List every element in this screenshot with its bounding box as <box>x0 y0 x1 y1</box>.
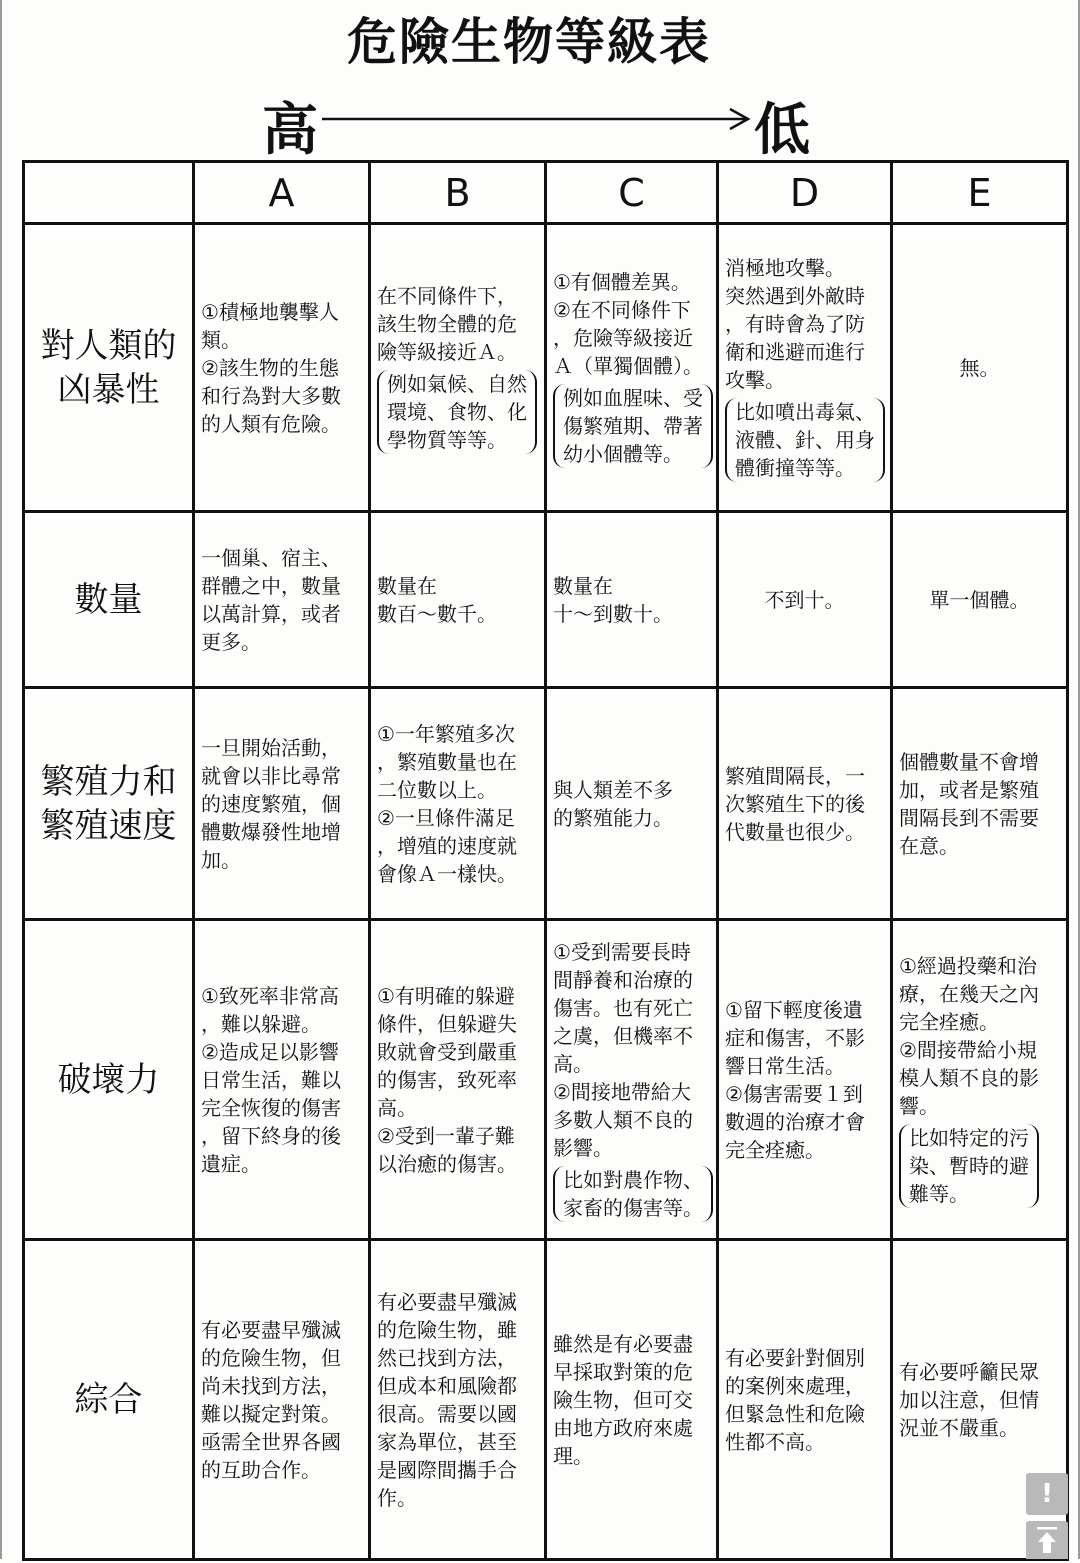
row-header-line: 破壞力 <box>57 1059 160 1100</box>
cell-ferocity-b <box>370 224 546 512</box>
note-text-line: 染、暫時的避 <box>909 1153 1029 1178</box>
row-header-line: 繁殖速度 <box>40 805 177 846</box>
cell-text-line: 敗就會受到嚴重 <box>377 1039 517 1064</box>
cell-text-line: 的案例來處理， <box>725 1373 865 1398</box>
scale-high-label: 高 <box>262 98 318 163</box>
cell-text-line: 理。 <box>553 1443 593 1468</box>
table-row-ferocity <box>24 224 1068 512</box>
cell-text-line: 一個巢、宿主、 <box>201 545 341 570</box>
column-header-a: A <box>194 162 370 224</box>
scroll-top-button[interactable] <box>1026 1521 1068 1559</box>
cell-text-line: 響。 <box>899 1093 939 1118</box>
cell-text-line: 然已找到方法， <box>377 1345 517 1370</box>
cell-ferocity-c <box>546 224 718 512</box>
cell-text-line: 險生物，但可交 <box>553 1387 693 1412</box>
danger-level-table <box>22 160 1069 1561</box>
cell-text-line: 完全痊癒。 <box>725 1137 825 1162</box>
table-row-quantity <box>24 512 1068 688</box>
cell-text-line: 突然遇到外敵時 <box>725 283 865 308</box>
cell-text-line: 況並不嚴重。 <box>899 1415 1019 1440</box>
cell-text-line: ①經過投藥和治 <box>899 953 1037 978</box>
note-text-line: 比如噴出毒氣、 <box>735 399 875 424</box>
scale-low-label: 低 <box>754 98 810 163</box>
cell-text-line: 個體數量不會增 <box>899 749 1039 774</box>
row-header-ferocity <box>24 224 194 512</box>
cell-text-line: 作。 <box>377 1485 417 1510</box>
table-row-overall <box>24 1240 1068 1560</box>
page-title: 危險生物等級表 <box>347 13 711 71</box>
cell-text-line: ②受到一輩子難 <box>377 1123 515 1148</box>
cell-destructiveness-d <box>718 920 892 1240</box>
row-header-overall <box>24 1240 194 1560</box>
cell-text-line: 在意。 <box>899 833 959 858</box>
cell-text-line: 由地方政府來處 <box>553 1415 693 1440</box>
cell-text-line: 傷害。也有死亡 <box>553 995 693 1020</box>
cell-text-line: 療，在幾天之內 <box>899 981 1039 1006</box>
cell-text-line: 的人類有危險。 <box>201 411 341 436</box>
cell-text-line: ，有時會為了防 <box>725 311 865 336</box>
note-text-line: 傷繁殖期、帶著 <box>563 413 703 438</box>
cell-reproduction-a <box>194 688 370 920</box>
cell-text-line: 類。 <box>201 327 241 352</box>
cell-text-line: 有必要呼籲民眾 <box>899 1359 1039 1384</box>
cell-text-line: 有必要盡早殲滅 <box>377 1289 517 1314</box>
cell-text-line: 數百～數千。 <box>377 601 497 626</box>
exclamation-icon: ! <box>1041 1479 1053 1509</box>
cell-text-line: ②造成足以影響 <box>201 1039 339 1064</box>
cell-quantity-d <box>718 512 892 688</box>
cell-text-line: 的危險生物，雖 <box>377 1317 517 1342</box>
row-header-line: 繁殖力和 <box>40 761 177 802</box>
cell-text-line: Ａ（單獨個體）。 <box>553 353 703 378</box>
cell-text-line: 但成本和風險都 <box>377 1373 517 1398</box>
cell-text-line: 會像Ａ一樣快。 <box>377 861 517 886</box>
cell-text-line: 以萬計算，或者 <box>201 601 341 626</box>
cell-text-line: 高。 <box>553 1051 593 1076</box>
cell-text-line: 有必要盡早殲滅 <box>201 1317 341 1342</box>
cell-text-line: 數週的治療才會 <box>725 1109 865 1134</box>
cell-text-line: 雖然是有必要盡 <box>553 1331 693 1356</box>
cell-text-line: ②在不同條件下 <box>553 297 691 322</box>
arrow-up-icon <box>1026 1521 1068 1559</box>
cell-text-line: ，留下終身的後 <box>201 1123 341 1148</box>
cell-text-line: 症和傷害，不影 <box>725 1025 865 1050</box>
row-header-line: 綜合 <box>74 1379 143 1420</box>
cell-text-line: 響日常生活。 <box>725 1053 845 1078</box>
cell-text-line: 亟需全世界各國 <box>201 1429 341 1454</box>
cell-text-line: 很高。需要以國 <box>377 1401 517 1426</box>
cell-text-line: 在不同條件下， <box>377 283 517 308</box>
parenthetical-note <box>553 384 713 468</box>
row-header-quantity <box>24 512 194 688</box>
cell-text-line: 代數量也很少。 <box>725 819 865 844</box>
cell-text-line: 和行為對大多數 <box>201 383 341 408</box>
cell-text-line: 以治癒的傷害。 <box>377 1151 517 1176</box>
parenthetical-note <box>725 398 885 482</box>
cell-text-line: 無。 <box>959 355 1000 380</box>
cell-overall-b <box>370 1240 546 1560</box>
note-text-line: 家畜的傷害等。 <box>563 1195 703 1220</box>
note-text-line: 幼小個體等。 <box>563 441 683 466</box>
cell-text-line: ，危險等級接近 <box>553 325 693 350</box>
cell-text-line: 體數爆發性地增 <box>201 819 341 844</box>
note-text-line: 體衝撞等等。 <box>735 455 855 480</box>
cell-text-line: 間靜養和治療的 <box>553 967 693 992</box>
cell-text-line: 該生物全體的危 <box>377 311 517 336</box>
cell-text-line: 有必要針對個別 <box>725 1345 865 1370</box>
note-text-line: 比如對農作物、 <box>563 1167 703 1192</box>
cell-text-line: 十～到數十。 <box>553 601 673 626</box>
column-header-b: B <box>370 162 546 224</box>
parenthetical-note <box>553 1166 713 1222</box>
cell-text-line: 加，或者是繁殖 <box>899 777 1039 802</box>
cell-text-line: 完全痊癒。 <box>899 1009 999 1034</box>
note-text-line: 環境、食物、化 <box>387 399 527 424</box>
cell-overall-c <box>546 1240 718 1560</box>
cell-text-line: 家為單位，甚至 <box>377 1429 517 1454</box>
note-text-line: 難等。 <box>909 1181 969 1206</box>
row-header-destructiveness <box>24 920 194 1240</box>
cell-text-line: 早採取對策的危 <box>553 1359 693 1384</box>
row-header-line: 對人類的 <box>40 325 177 366</box>
scale-arrow-icon <box>322 104 752 134</box>
cell-text-line: 單一個體。 <box>929 587 1030 612</box>
cell-overall-a <box>194 1240 370 1560</box>
cell-text-line: 消極地攻擊。 <box>725 255 845 280</box>
cell-text-line: ①有個體差異。 <box>553 269 691 294</box>
cell-destructiveness-b <box>370 920 546 1240</box>
cell-text-line: 不到十。 <box>764 587 845 612</box>
cell-quantity-e <box>892 512 1068 688</box>
cell-reproduction-c <box>546 688 718 920</box>
cell-text-line: 之虞，但機率不 <box>553 1023 693 1048</box>
cell-reproduction-d <box>718 688 892 920</box>
cell-text-line: 與人類差不多 <box>553 777 673 802</box>
row-header-reproduction <box>24 688 194 920</box>
cell-text-line: 模人類不良的影 <box>899 1065 1039 1090</box>
cell-text-line: ，難以躲避。 <box>201 1011 321 1036</box>
cell-text-line: 的繁殖能力。 <box>553 805 673 830</box>
cell-destructiveness-a <box>194 920 370 1240</box>
column-header-c: C <box>546 162 718 224</box>
cell-text-line: 高。 <box>377 1095 417 1120</box>
report-button[interactable] <box>1026 1473 1068 1515</box>
cell-text-line: 群體之中，數量 <box>201 573 341 598</box>
cell-text-line: 的互助合作。 <box>201 1457 321 1482</box>
cell-text-line: 數量在 <box>553 573 613 598</box>
cell-destructiveness-c <box>546 920 718 1240</box>
note-text-line: 例如氣候、自然 <box>387 371 527 396</box>
cell-text-line: ②間接帶給小規 <box>899 1037 1037 1062</box>
cell-text-line: 的危險生物，但 <box>201 1345 341 1370</box>
cell-text-line: 次繁殖生下的後 <box>725 791 865 816</box>
cell-text-line: 一旦開始活動， <box>201 735 341 760</box>
note-text-line: 液體、針、用身 <box>735 427 875 452</box>
cell-text-line: ①受到需要長時 <box>553 939 691 964</box>
note-text-line: 比如特定的污 <box>909 1125 1029 1150</box>
cell-text-line: 間隔長到不需要 <box>899 805 1039 830</box>
cell-text-line: 尚未找到方法， <box>201 1373 341 1398</box>
cell-text-line: 的速度繁殖，個 <box>201 791 341 816</box>
cell-text-line: ②傷害需要１到 <box>725 1081 863 1106</box>
cell-reproduction-e <box>892 688 1068 920</box>
cell-text-line: ②該生物的生態 <box>201 355 339 380</box>
cell-quantity-c <box>546 512 718 688</box>
cell-ferocity-d <box>718 224 892 512</box>
cell-text-line: 條件，但躲避失 <box>377 1011 517 1036</box>
cell-text-line: 衛和逃避而進行 <box>725 339 865 364</box>
cell-text-line: ，增殖的速度就 <box>377 833 517 858</box>
header-corner <box>24 162 194 224</box>
cell-text-line: 數量在 <box>377 573 437 598</box>
parenthetical-note <box>899 1124 1039 1208</box>
cell-text-line: 的傷害，致死率 <box>377 1067 517 1092</box>
cell-overall-d <box>718 1240 892 1560</box>
cell-text-line: ②一旦條件滿足 <box>377 805 515 830</box>
column-header-d: D <box>718 162 892 224</box>
cell-text-line: 就會以非比尋常 <box>201 763 341 788</box>
row-header-line: 數量 <box>74 579 143 620</box>
cell-text-line: ①一年繁殖多次 <box>377 721 515 746</box>
cell-text-line: ①積極地襲擊人 <box>201 299 339 324</box>
cell-text-line: 多數人類不良的 <box>553 1107 693 1132</box>
cell-text-line: 完全恢復的傷害 <box>201 1095 341 1120</box>
cell-text-line: 但緊急性和危險 <box>725 1401 865 1426</box>
table-row-destructiveness <box>24 920 1068 1240</box>
note-text-line: 學物質等等。 <box>387 427 507 452</box>
cell-text-line: ①致死率非常高 <box>201 983 339 1008</box>
cell-text-line: 加以注意，但情 <box>899 1387 1039 1412</box>
cell-text-line: 是國際間攜手合 <box>377 1457 517 1482</box>
table-row-reproduction <box>24 688 1068 920</box>
cell-text-line: ①有明確的躲避 <box>377 983 515 1008</box>
cell-text-line: 性都不高。 <box>725 1429 825 1454</box>
cell-text-line: 難以擬定對策。 <box>201 1401 341 1426</box>
cell-text-line: ②間接地帶給大 <box>553 1079 691 1104</box>
cell-text-line: 二位數以上。 <box>377 777 497 802</box>
cell-ferocity-e <box>892 224 1068 512</box>
cell-text-line: 加。 <box>201 847 241 872</box>
cell-quantity-a <box>194 512 370 688</box>
cell-text-line: ，繁殖數量也在 <box>377 749 517 774</box>
column-header-e: E <box>892 162 1068 224</box>
parenthetical-note <box>377 370 537 454</box>
cell-text-line: 影響。 <box>553 1135 613 1160</box>
cell-text-line: ①留下輕度後遺 <box>725 997 863 1022</box>
cell-destructiveness-e <box>892 920 1068 1240</box>
cell-text-line: 更多。 <box>201 629 261 654</box>
page-edge-left <box>0 0 2 1559</box>
cell-text-line: 攻擊。 <box>725 367 785 392</box>
cell-reproduction-b <box>370 688 546 920</box>
cell-quantity-b <box>370 512 546 688</box>
cell-text-line: 遺症。 <box>201 1151 261 1176</box>
cell-text-line: 日常生活，難以 <box>201 1067 341 1092</box>
note-text-line: 例如血腥味、受 <box>563 385 703 410</box>
cell-text-line: 險等級接近Ａ。 <box>377 339 517 364</box>
cell-ferocity-a <box>194 224 370 512</box>
row-header-line: 凶暴性 <box>57 369 160 410</box>
cell-text-line: 繁殖間隔長，一 <box>725 763 865 788</box>
header-row <box>24 162 1068 224</box>
